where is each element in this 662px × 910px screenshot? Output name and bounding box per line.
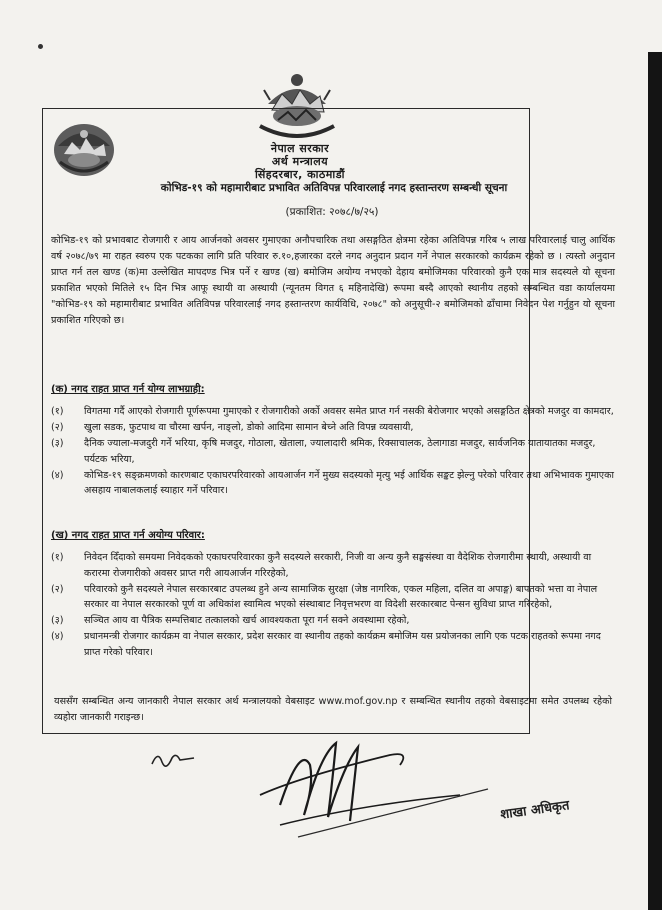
scan-dark-edge <box>648 52 662 910</box>
handwritten-signature <box>240 725 490 840</box>
seal-line-1: नेपाल सरकार <box>270 142 330 155</box>
seal-place: सिंहदरबार, काठमाडौं <box>255 168 345 181</box>
list-item: (४) कोभिड-१९ सङ्क्रमणको कारणबाट एकाघरपरिवारको आयआर्जन गर्ने मुख्य सदस्यको मृत्यु भई आर्थिक सङ्कट झेल्नु परेको परिवार तथा अभिभावक गुमाएका असहाय नाबालकलाई स्याहार गर्ने परिवार। <box>51 469 614 496</box>
list-item: (३) सञ्चित आय वा पैत्रिक सम्पत्तिबाट तत्कालको खर्च आवश्यकता पूरा गर्न सक्ने अवस्थामा रहेको, <box>51 615 410 626</box>
list-item: (२) खुला सडक, फुटपाथ वा चौरमा खर्पन, नाङ्लो, डोको आदिमा सामान बेच्ने अति विपन्न व्यवसायी, <box>51 422 414 433</box>
section-b-heading: (ख) नगद राहत प्राप्त गर्न अयोग्य परिवार: <box>51 530 205 541</box>
ineligible-families-list <box>51 550 616 661</box>
intro-paragraph: कोभिड-१९ को प्रभावबाट रोजगारी र आय आर्जनको अवसर गुमाएका अनौपचारिक तथा असङ्गठित क्षेत्रमा रहेका अतिविपन्न गरिब ५ लाख परिवारलाई चालु आर्थिक वर्ष २०७८/७९ मा राहत स्वरुप एक पटकका लागि प्रति परिवार रु.१०,हजारका दरले नगद अनुदान प्रदान गर्ने नेपाल सरकारको कार्यक्रम रहेको छ । त्यस्तो अनुदान प्राप्त गर्न तल खण्ड (क)मा उल्लेखित मापदण्ड भित्र पर्ने र खण्ड (ख) बमोजिम अयोग्य नभएको देहाय बमोजिमका परिवारको कुनै एक मात्र सदस्यले यो सूचना प्रकाशित भएको मितिले १५ दिन भित्र आफू स्थायी वा अस्थायी (न्यूनतम विगत ६ महिनादेखि) रूपमा बस्दै आएको स्थानीय तहको सम्बन्धित वडा कार्यालयमा "कोभिड-१९ को महामारीबाट प्रभावित अतिविपन्न परिवारलाई नगद हस्तान्तरण कार्यविधि, २०७८" को अनुसूची-२ बमोजिमको ढाँचामा निवेदन पेश गर्नुहुन यो सूचना प्रकाशित गरिएको छ। <box>51 235 615 326</box>
list-item: (३) दैनिक ज्याला-मजदुरी गर्ने भरिया, कृषि मजदुर, गोठाला, खेताला, ज्यालादारी श्रमिक, रिक्साचालक, ठेलागाडा मजदुर, सार्वजनिक यातायातका मजदुर, पर्यटक भरिया, <box>51 438 596 465</box>
list-item: (४) प्रधानमन्त्री रोजगार कार्यक्रम वा नेपाल सरकार, प्रदेश सरकार वा स्थानीय तहको कार्यक्रम बमोजिम यस प्रयोजनका लागि एक पटक राहतको रूपमा नगद प्राप्त गरेको परिवार। <box>51 631 601 658</box>
seal-line-2: अर्थ मन्त्रालय <box>271 155 329 168</box>
section-a-heading: (क) नगद राहत प्राप्त गर्न योग्य लाभग्राही: <box>51 384 205 395</box>
eligible-beneficiaries-list <box>51 404 616 499</box>
publish-date: (प्रकाशित: २०७८/७/२५) <box>285 206 379 218</box>
list-item: (२) परिवारको कुनै सदस्यले नेपाल सरकारबाट उपलब्ध हुने अन्य सामाजिक सुरक्षा (जेष्ठ नागरिक, एकल महिला, दलित वा अपाङ्ग) बापतको भत्ता वा नेपाल सरकार वा नेपाल सरकारको पूर्ण वा अधिकांश स्वामित्व भएको संस्थाबाट निवृत्तभरण वा विदेशी सरकारबाट पेन्सन सुविधा प्राप्त गरिरहेको, <box>51 583 598 610</box>
notice-title: कोभिड-१९ को महामारीबाट प्रभावित अतिविपन्न परिवारलाई नगद हस्तान्तरण सम्बन्धी सूचना <box>160 182 508 194</box>
initials-signature <box>150 746 198 774</box>
list-item: (१) निवेदन दिँदाको समयमा निवेदकको एकाघरपरिवारका कुनै सदस्यले सरकारी, निजी वा अन्य कुनै सङ्घसंस्था वा वैदेशिक रोजगारीमा स्थायी, अस्थायी वा करारमा रोजगारीको अवसर प्राप्त गरी आयआर्जन गरिरहेको, <box>51 552 592 579</box>
officer-stamp: शाखा अधिकृत <box>499 798 571 823</box>
footer-note: यससँग सम्बन्धित अन्य जानकारी नेपाल सरकार अर्थ मन्त्रालयको वेबसाइट www.mof.gov.np र सम्बन्धित स्थानीय तहको वेबसाइटमा समेत उपलब्ध रहेको व्यहोरा जानकारी गराइन्छ। <box>54 696 612 723</box>
scan-speck <box>38 44 43 49</box>
list-item: (१) विगतमा गर्दै आएको रोजगारी पूर्णरूपमा गुमाएको र रोजगारीको अर्को अवसर समेत प्राप्त गर्न नसकी बेरोजगार भएको असङ्गठित क्षेत्रको मजदुर वा कामदार, <box>51 406 614 417</box>
